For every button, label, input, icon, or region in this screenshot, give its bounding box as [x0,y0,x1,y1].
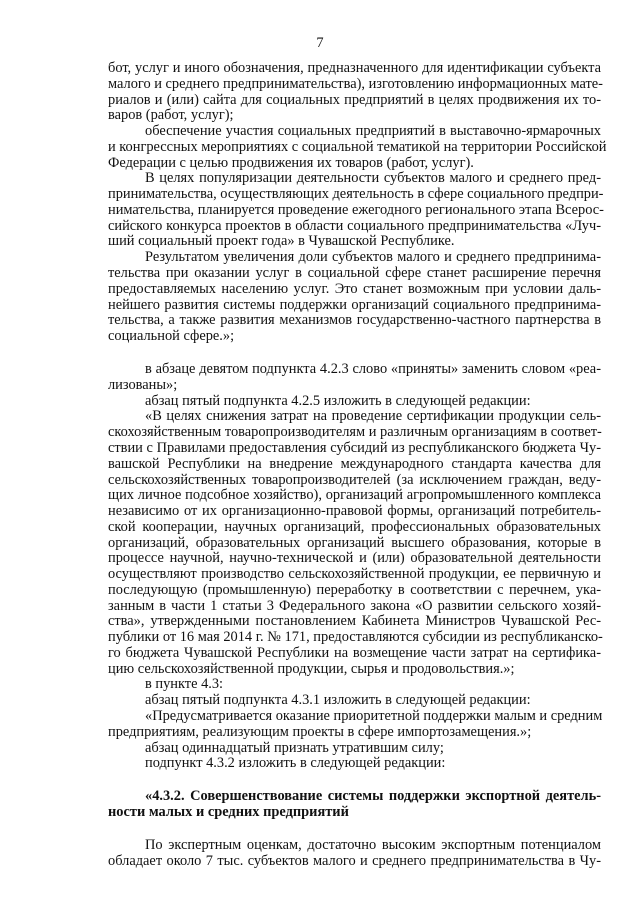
text-line: скохозяйственным товаропроизводителям и различным организациям в соответ- [108,424,602,441]
text-line: лизованы»; [108,376,178,393]
text-line: го бюджета Чувашской Республики на возмещение части затрат на сертифика- [108,644,601,661]
text-line: абзац пятый подпункта 4.2.5 изложить в следующей редакции: [145,392,531,409]
text-line: тельства, а также развития механизмов государственно-частного партнерства в [108,312,601,329]
text-line: предоставляемых населению услуг. Это станет возможным при условии даль- [108,280,601,297]
text-line: варов (работ, услуг); [108,107,234,124]
text-line: сийского конкурса проектов в области социального предпринимательства «Луч- [108,217,601,234]
text-line: занным в части 1 статьи 3 Федерального закона «О развитии сельского хозяй- [108,597,601,614]
text-line: тельства при оказании услуг в социальной сфере станет расширение перечня [108,265,601,281]
text-line: малого и среднего предпринимательства), изготовлению информационных мате- [108,75,603,92]
text-line: ской кооперации, научных организаций, профессиональных образовательных [108,518,601,535]
text-line: нимательства, планируется проведение ежегодного регионального этапа Всерос- [108,201,604,218]
text-line: «В целях снижения затрат на проведение сертификации продукции сель- [145,408,601,425]
text-line: сельскохозяйственных товаропроизводителей (за исключением граждан, веду- [108,471,601,488]
text-line: независимо от их организационно-правовой формы, организаций потребитель- [108,503,601,519]
text-line: Федерации с целью продвижения их товаров (работ, услуг). [108,154,474,171]
text-line: цию сельскохозяйственной продукции, сырья и продовольствия.»; [108,660,515,677]
text-line: обладает около 7 тыс. субъектов малого и среднего предпринимательства в Чу- [108,853,601,869]
text-line: в пункте 4.3: [145,676,224,693]
text-line: абзац одиннадцатый признать утратившим силу; [145,739,444,756]
text-line: публики от 16 мая 2014 г. № 171, предоставляются субсидии из республиканско- [108,629,603,646]
text-line: осуществляют производство сельскохозяйственной продукции, ее первичную и [108,566,601,583]
text-line: ший социальный проект года» в Чувашской Республике. [108,233,455,250]
section-heading: «4.3.2. Совершенствование системы поддержки экспортной деятель- [145,788,601,805]
text-line: вашской Республики на внедрение международного стандарта качества для [108,455,601,472]
text-line: последующую (промышленную) переработку в соответствии с перечнем, ука- [108,581,601,598]
text-line: риалов и (или) сайта для социальных предприятий в целях продвижения их то- [108,91,601,108]
text-line: нейшего развития системы поддержки организаций социального предпринима- [108,296,601,313]
text-line: Результатом увеличения доли субъектов малого и среднего предпринима- [145,249,601,266]
text-line: предприятиям, реализующим проекты в сфере импортозамещения.»; [108,723,532,740]
page-number: 7 [316,35,324,51]
text-line: обеспечение участия социальных предприятий в выставочно-ярмарочных [145,123,601,140]
text-line: организаций, образовательных организаций высшего образования, которые в [108,534,601,551]
text-line: принимательства, осуществляющих деятельность в сфере социального предпри- [108,186,604,203]
text-line: бот, услуг и иного обозначения, предназначенного для идентификации субъекта [108,60,601,76]
text-line: процессе научной, научно-технической и (или) образовательной деятельности [108,550,601,567]
text-line: абзац пятый подпункта 4.3.1 изложить в следующей редакции: [145,692,531,709]
text-line: По экспертным оценкам, достаточно высоким экспортным потенциалом [145,837,601,854]
text-line: подпункт 4.3.2 изложить в следующей редакции: [145,755,446,772]
text-line: «Предусматривается оказание приоритетной поддержки малым и средним [145,708,603,724]
text-line: в абзаце девятом подпункта 4.2.3 слово «приняты» заменить словом «реа- [145,361,601,378]
text-line: щих личное подсобное хозяйство), организаций агропромышленного комплекса [108,487,601,504]
text-line: ства», утвержденными постановлением Кабинета Министров Чувашской Рес- [108,613,601,630]
text-line: и конгрессных мероприятиях с социальной тематикой на территории Российской [108,138,607,155]
text-line: В целях популяризации деятельности субъектов малого и среднего пред- [145,170,601,187]
text-line: ствии с Правилами предоставления субсидий из республиканского бюджета Чу- [108,439,601,456]
text-line: социальной сфере.»; [108,328,235,344]
section-heading: ности малых и средних предприятий [108,804,349,821]
